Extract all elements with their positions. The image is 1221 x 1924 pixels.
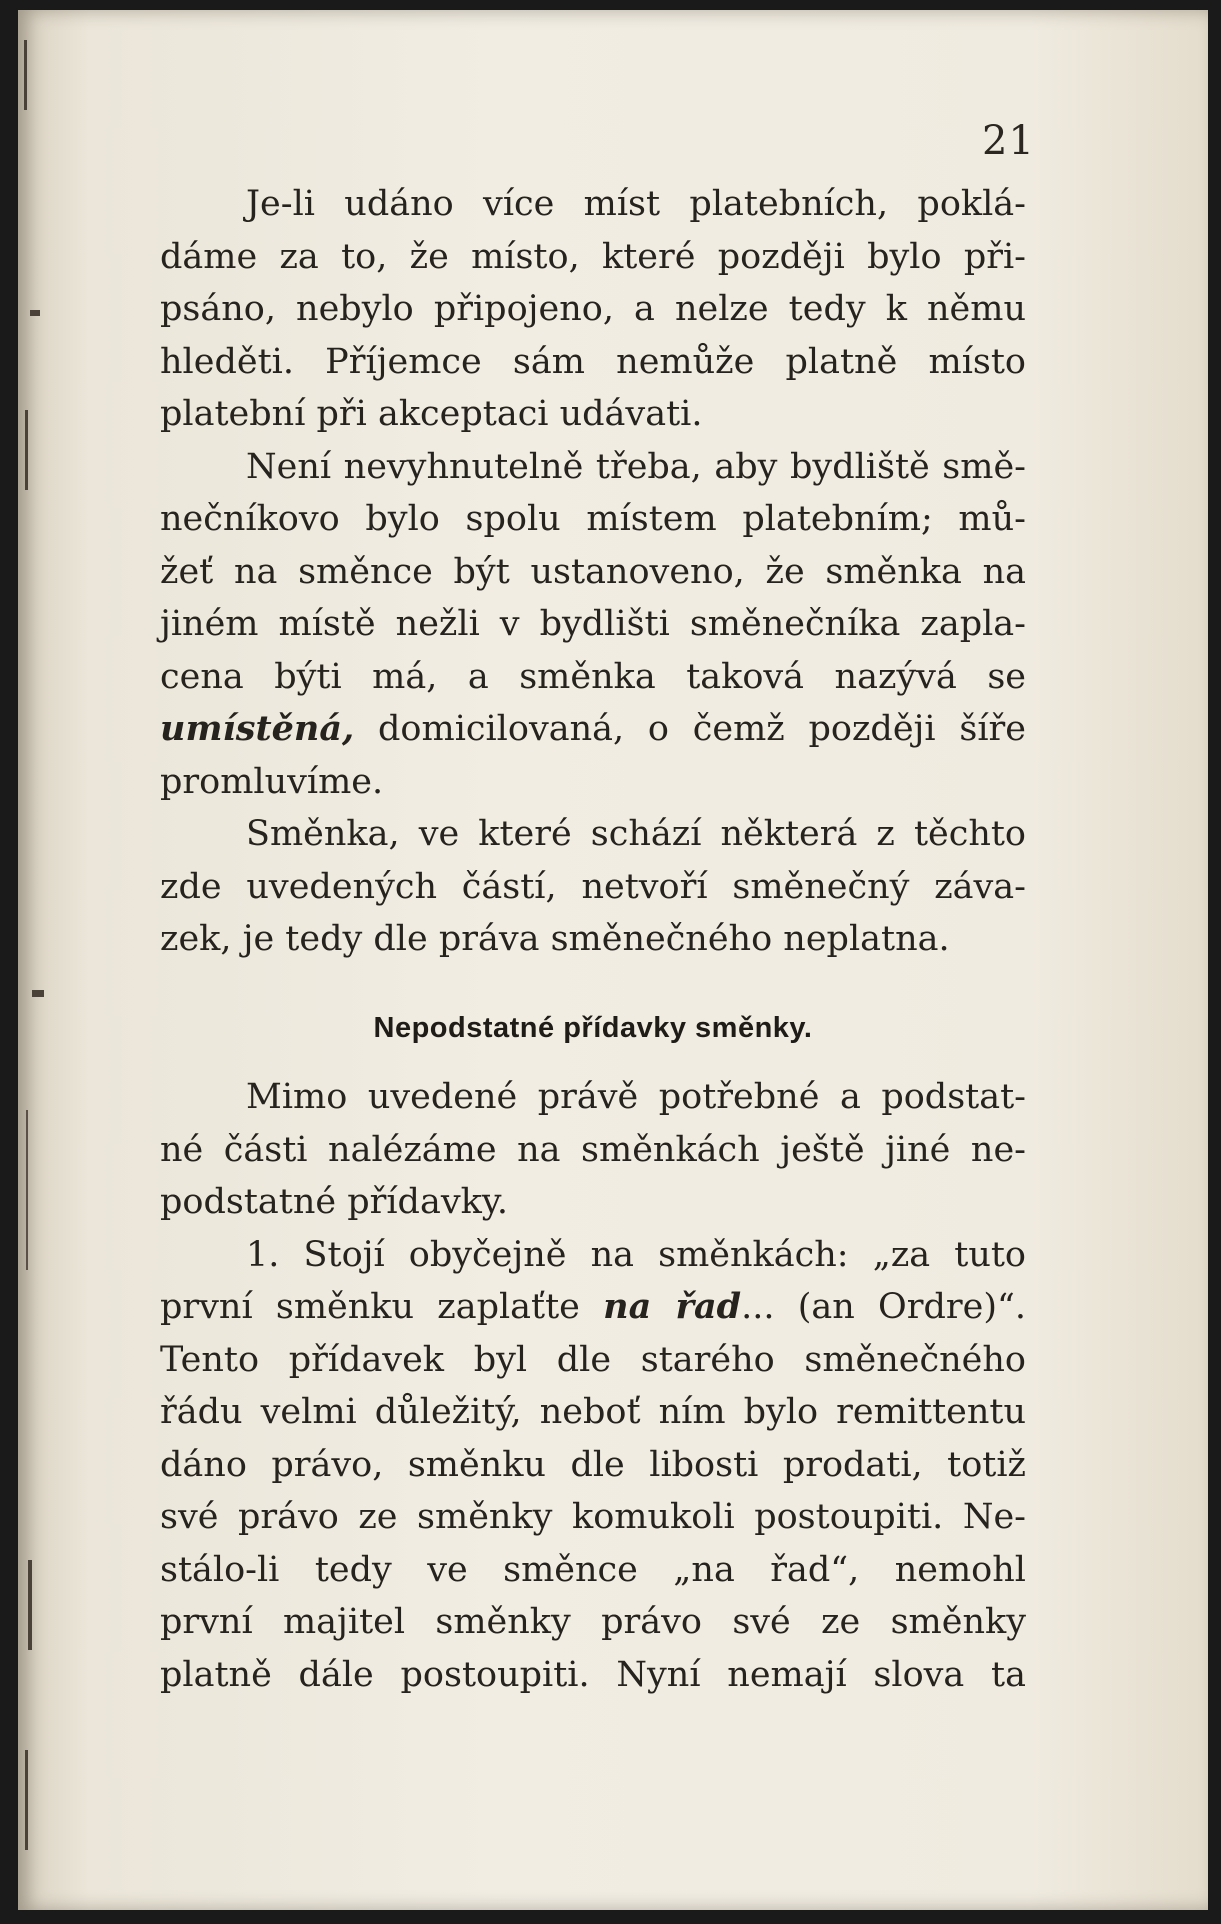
text-line: první majitel směnky právo své ze směnky: [160, 1602, 1026, 1642]
text-line: 1. Stojí obyčejně na směnkách: „za tuto: [246, 1234, 1026, 1275]
text-line-with-emphasis: [160, 1281, 1026, 1334]
emphasized-term: na řad: [603, 1286, 742, 1327]
text-line: Není nevyhnutelně třeba, aby bydliště smě-: [246, 446, 1026, 487]
binding-mark: [32, 990, 44, 997]
text-line: dáno právo, směnku dle libosti prodati, totiž: [160, 1444, 1026, 1485]
page-number: 21: [982, 118, 1035, 164]
text-line: dáme za to, že místo, které později bylo při-: [160, 236, 1026, 277]
text-line: Je-li udáno více míst platebních, poklá-: [246, 184, 1026, 224]
binding-mark: [26, 1110, 28, 1270]
text-line-with-emphasis: [160, 703, 1026, 756]
emphasized-term: umístěná,: [160, 708, 355, 749]
text-line: platně dále postoupiti. Nyní nemají slova ta: [160, 1654, 1026, 1695]
binding-mark: [30, 310, 40, 316]
text-line: jiném místě nežli v bydlišti směnečníka zapla-: [160, 604, 1026, 644]
text-line: né části nalézáme na směnkách ještě jiné ne-: [160, 1129, 1026, 1170]
text-line: promluvíme.: [160, 761, 384, 802]
text-line: psáno, nebylo připojeno, a nelze tedy k němu: [160, 289, 1026, 329]
text-line: Mimo uvedené právě potřebné a podstat-: [246, 1077, 1026, 1117]
text-line: podstatné přídavky.: [160, 1182, 509, 1222]
text-line: nečníkovo bylo spolu místem platebním; mů-: [160, 499, 1026, 539]
text-fragment: domicilovaná, o čemž později šíře: [354, 709, 1026, 749]
text-line: platební při akceptaci udávati.: [160, 394, 703, 434]
text-line: své právo ze směnky komukoli postoupiti. Ne-: [160, 1497, 1026, 1537]
text-line: řádu velmi důležitý, neboť ním bylo remittentu: [160, 1392, 1026, 1432]
text-line: hleděti. Příjemce sám nemůže platně místo: [160, 341, 1026, 382]
text-line: zde uvedených částí, netvoří směnečný záva-: [160, 866, 1026, 907]
binding-mark: [25, 410, 28, 490]
text-line: zek, je tedy dle práva směnečného neplatna.: [160, 919, 950, 959]
text-fragment: ... (an Ordre)“.: [741, 1287, 1026, 1327]
section-heading: Nepodstatné přídavky směnky.: [373, 1012, 813, 1044]
text-line: stálo-li tedy ve směnce „na řad“, nemohl: [160, 1549, 1026, 1590]
binding-mark: [28, 1560, 32, 1650]
page-body-top: [160, 178, 1026, 966]
binding-mark: [24, 40, 27, 110]
text-line: žeť na směnce být ustanoveno, že směnka na: [160, 551, 1026, 592]
text-line: Směnka, ve které schází některá z těchto: [246, 814, 1026, 854]
page-body-bottom: [160, 1071, 1026, 1701]
text-line: cena býti má, a směnka taková nazývá se: [160, 656, 1026, 697]
text-line: Tento přídavek byl dle starého směnečného: [160, 1339, 1026, 1380]
binding-mark: [25, 1750, 28, 1850]
text-fragment: první směnku zaplaťte: [160, 1287, 604, 1327]
binding-marks: [22, 10, 52, 1910]
